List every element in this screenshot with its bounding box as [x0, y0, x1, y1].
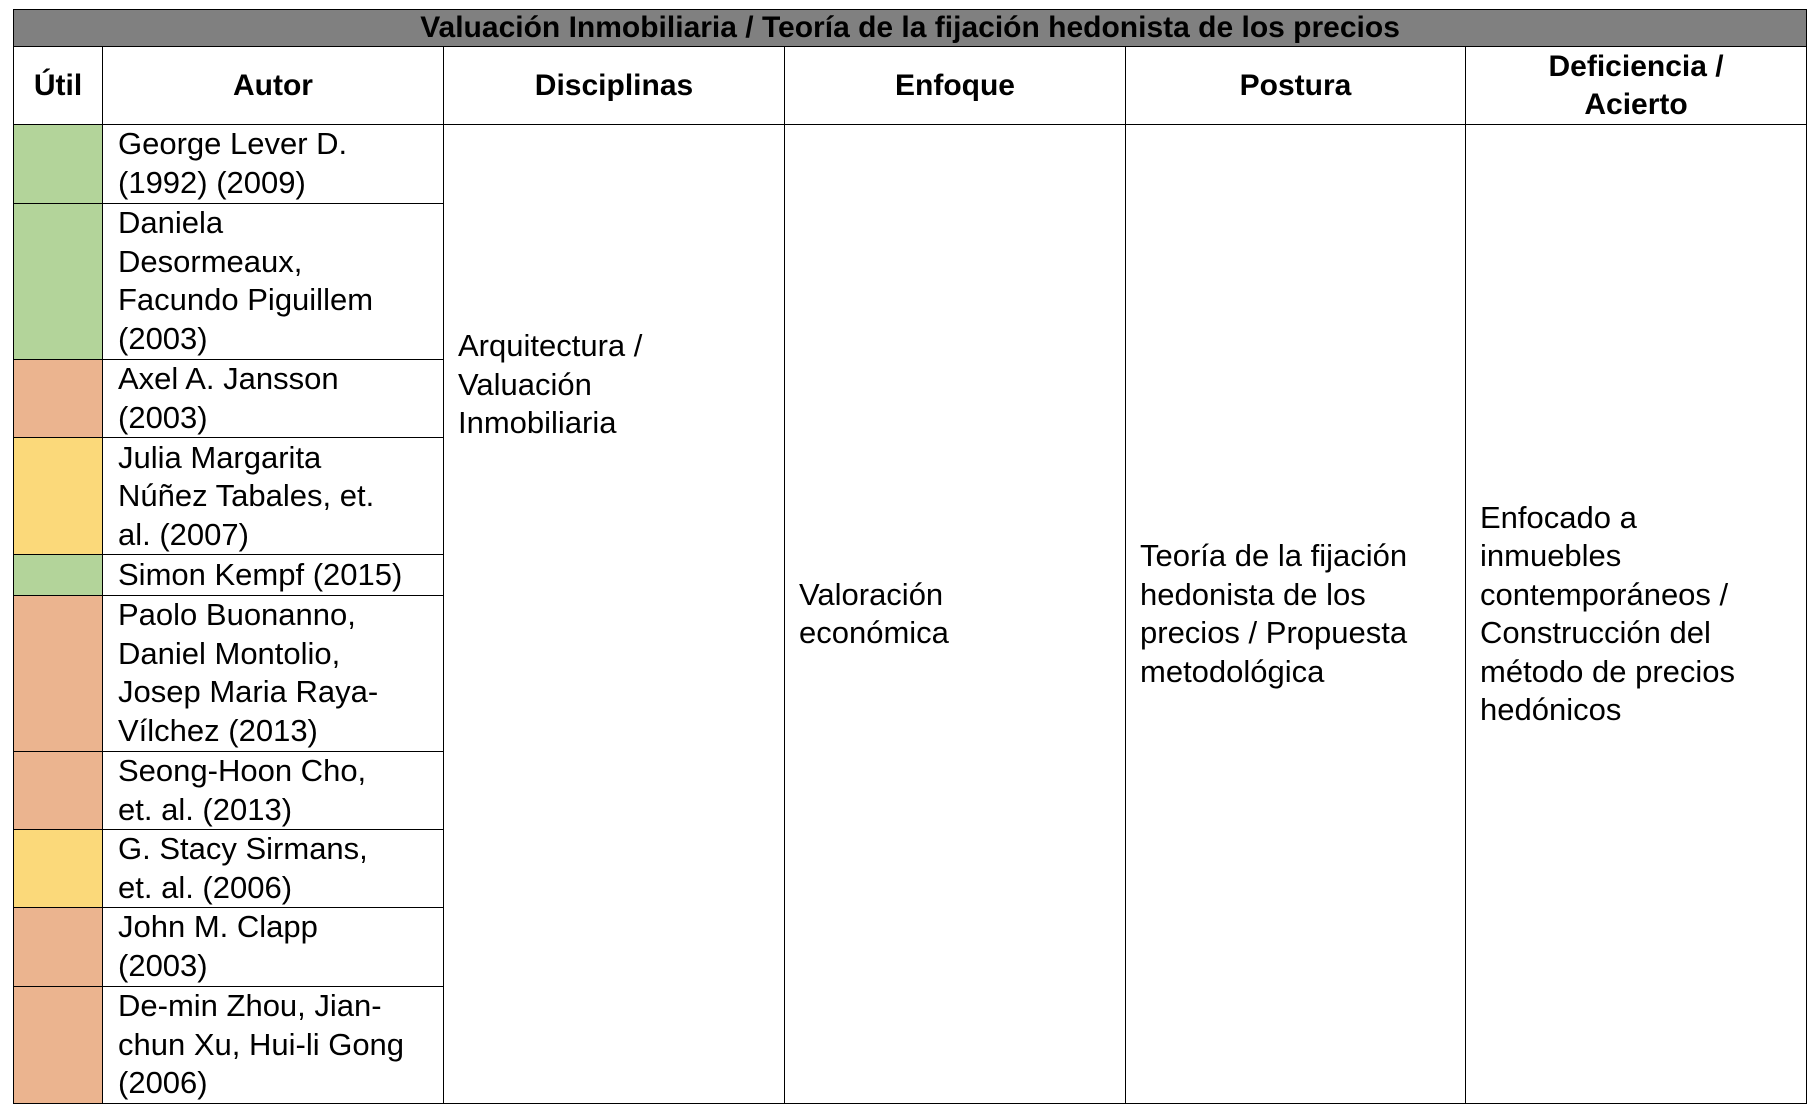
- postura-line: hedonista de los: [1140, 576, 1366, 612]
- util-indicator: [14, 986, 103, 1103]
- author-line: John M. Clapp: [118, 909, 318, 945]
- header-disciplinas: Disciplinas: [444, 47, 785, 125]
- author-line: (2003): [118, 320, 208, 356]
- author-line: Daniel Montolio,: [118, 635, 341, 671]
- author-line: De-min Zhou, Jian-: [118, 988, 382, 1024]
- author-cell: [103, 751, 444, 829]
- header-postura: Postura: [1126, 47, 1466, 125]
- author-line: Vílchez (2013): [118, 712, 318, 748]
- deficiencia-line: contemporáneos /: [1480, 576, 1729, 612]
- disciplinas-text: [458, 327, 776, 443]
- author-line: (2006): [118, 1065, 208, 1101]
- author-line: al. (2007): [118, 516, 249, 552]
- disciplinas-line: Inmobiliaria: [458, 405, 617, 441]
- author-line: G. Stacy Sirmans,: [118, 831, 368, 867]
- header-row: [14, 47, 1807, 125]
- author-line: Desormeaux,: [118, 243, 303, 279]
- table-body: [14, 125, 1807, 1104]
- deficiencia-line: inmuebles: [1480, 538, 1622, 574]
- header-autor: Autor: [103, 47, 444, 125]
- header-deficiencia-line2: Acierto: [1584, 87, 1688, 121]
- author-line: Facundo Piguillem: [118, 282, 374, 318]
- util-indicator: [14, 359, 103, 437]
- disciplinas-line: Arquitectura /: [458, 328, 643, 364]
- deficiencia-line: método de precios: [1480, 653, 1736, 689]
- deficiencia-line: Enfocado a: [1480, 499, 1637, 535]
- author-cell: [103, 908, 444, 986]
- util-indicator: [14, 751, 103, 829]
- util-indicator: [14, 830, 103, 908]
- author-line: chun Xu, Hui-li Gong: [118, 1026, 405, 1062]
- header-enfoque: Enfoque: [785, 47, 1126, 125]
- author-cell: [103, 986, 444, 1103]
- postura-line: precios / Propuesta: [1140, 615, 1408, 651]
- header-deficiencia: [1466, 47, 1807, 125]
- author-cell: [103, 438, 444, 555]
- header-util: Útil: [14, 47, 103, 125]
- author-line: Julia Margarita: [118, 439, 322, 475]
- enfoque-cell: [785, 125, 1126, 1104]
- author-cell: [103, 359, 444, 437]
- table-title: Valuación Inmobiliaria / Teoría de la fijación hedonista de los precios: [14, 10, 1807, 47]
- postura-cell: [1126, 125, 1466, 1104]
- disciplinas-line: Valuación: [458, 366, 592, 402]
- title-row: [14, 10, 1807, 47]
- author-line: Simon Kempf (2015): [118, 556, 403, 592]
- author-line: Daniela: [118, 205, 224, 241]
- util-indicator: [14, 555, 103, 595]
- postura-line: Teoría de la fijación: [1140, 538, 1408, 574]
- util-indicator: [14, 908, 103, 986]
- util-indicator: [14, 438, 103, 555]
- author-line: et. al. (2006): [118, 869, 293, 905]
- author-cell: [103, 125, 444, 203]
- postura-line: metodológica: [1140, 653, 1325, 689]
- author-line: Axel A. Jansson: [118, 361, 339, 397]
- deficiencia-line: hedónicos: [1480, 692, 1622, 728]
- author-line: Paolo Buonanno,: [118, 597, 356, 633]
- author-cell: [103, 595, 444, 751]
- util-indicator: [14, 125, 103, 203]
- enfoque-line: económica: [799, 615, 949, 651]
- deficiencia-cell: [1466, 125, 1807, 1104]
- author-line: (2003): [118, 947, 208, 983]
- author-line: George Lever D.: [118, 126, 348, 162]
- author-line: Núñez Tabales, et.: [118, 478, 375, 514]
- util-indicator: [14, 203, 103, 359]
- enfoque-line: Valoración: [799, 576, 944, 612]
- author-cell: [103, 830, 444, 908]
- disciplinas-cell: [444, 125, 785, 1104]
- author-line: (1992) (2009): [118, 164, 306, 200]
- author-cell: [103, 203, 444, 359]
- author-line: et. al. (2013): [118, 791, 293, 827]
- util-indicator: [14, 595, 103, 751]
- author-cell: [103, 555, 444, 595]
- literature-review-table: [13, 9, 1807, 1104]
- header-deficiencia-line1: Deficiencia /: [1548, 49, 1724, 83]
- author-line: (2003): [118, 399, 208, 435]
- author-line: Josep Maria Raya-: [118, 674, 379, 710]
- table-row: [14, 125, 1807, 203]
- author-line: Seong-Hoon Cho,: [118, 753, 367, 789]
- deficiencia-line: Construcción del: [1480, 615, 1711, 651]
